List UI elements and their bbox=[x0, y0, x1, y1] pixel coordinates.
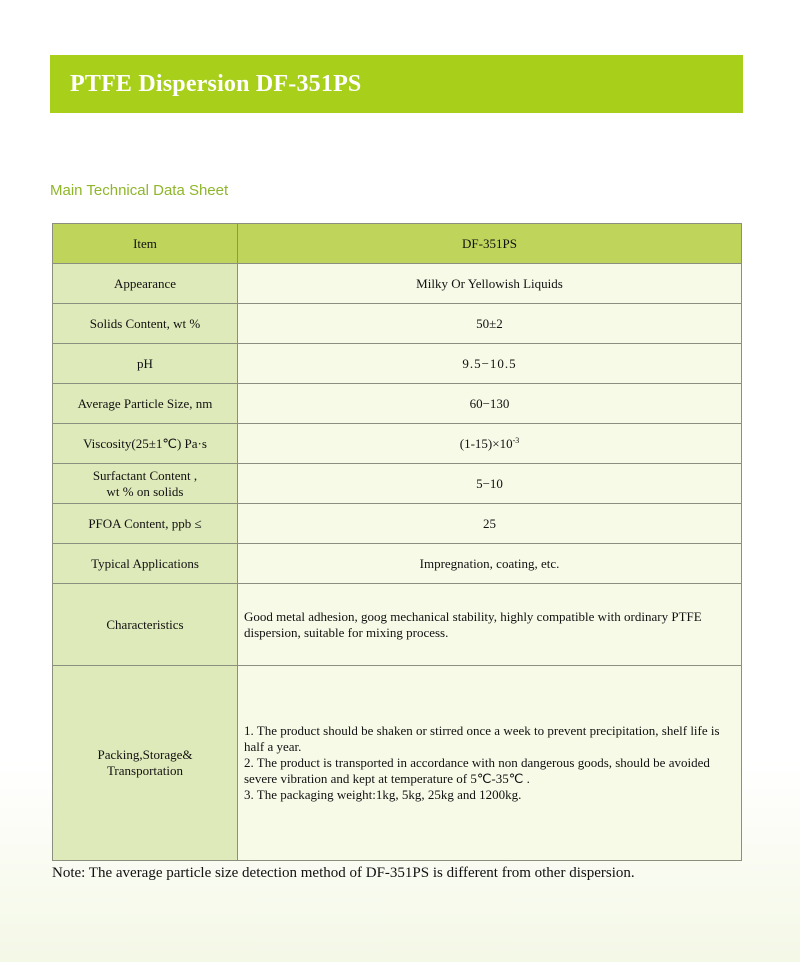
packing-line: 1. The product should be shaken or stirred once a week to prevent precipitation, shelf life is half a year. bbox=[244, 723, 720, 754]
table-row bbox=[53, 504, 742, 544]
row-label: Solids Content, wt % bbox=[53, 304, 238, 344]
row-value: Impregnation, coating, etc. bbox=[238, 544, 742, 584]
table-row bbox=[53, 464, 742, 504]
footnote: Note: The average particle size detection method of DF-351PS is different from other dispersion. bbox=[52, 865, 635, 881]
row-value bbox=[238, 666, 742, 861]
row-label bbox=[53, 666, 238, 861]
page-title: PTFE Dispersion DF-351PS bbox=[70, 70, 362, 97]
row-label: Typical Applications bbox=[53, 544, 238, 584]
table-row bbox=[53, 264, 742, 304]
row-label: Characteristics bbox=[53, 584, 238, 666]
row-value: 5−10 bbox=[238, 464, 742, 504]
header-item: Item bbox=[53, 224, 238, 264]
table-row bbox=[53, 424, 742, 464]
row-label bbox=[53, 464, 238, 504]
table-row bbox=[53, 344, 742, 384]
row-label-line: wt % on solids bbox=[106, 483, 184, 499]
row-label: Viscosity(25±1℃) Pa·s bbox=[53, 424, 238, 464]
row-label: PFOA Content, ppb ≤ bbox=[53, 504, 238, 544]
row-value: 60−130 bbox=[238, 384, 742, 424]
row-value: 50±2 bbox=[238, 304, 742, 344]
table-row bbox=[53, 666, 742, 861]
table-row bbox=[53, 544, 742, 584]
technical-data-table bbox=[52, 223, 742, 861]
packing-line: 2. The product is transported in accordance with non dangerous goods, should be avoided severe vibration and kept at temperature of 5℃-35℃ . bbox=[244, 755, 710, 786]
row-label-line: Packing,Storage& bbox=[97, 747, 193, 762]
viscosity-base: (1-15)×10 bbox=[459, 435, 513, 451]
row-label: pH bbox=[53, 344, 238, 384]
viscosity-exponent: -3 bbox=[512, 435, 520, 445]
table-row bbox=[53, 384, 742, 424]
title-banner bbox=[50, 55, 743, 113]
table-row bbox=[53, 304, 742, 344]
row-value: Milky Or Yellowish Liquids bbox=[238, 264, 742, 304]
row-value: 9.5−10.5 bbox=[238, 344, 742, 384]
row-label-line: Surfactant Content , bbox=[92, 467, 198, 483]
row-value: Good metal adhesion, goog mechanical stability, highly compatible with ordinary PTFE dispersion, suitable for mixing process. bbox=[238, 584, 742, 666]
header-product: DF-351PS bbox=[238, 224, 742, 264]
row-label-line: Transportation bbox=[106, 763, 184, 778]
section-subtitle: Main Technical Data Sheet bbox=[50, 182, 229, 199]
row-value: 25 bbox=[238, 504, 742, 544]
table-header-row bbox=[53, 224, 742, 264]
row-label: Average Particle Size, nm bbox=[53, 384, 238, 424]
row-value bbox=[238, 424, 742, 464]
packing-line: 3. The packaging weight:1kg, 5kg, 25kg and 1200kg. bbox=[244, 787, 522, 802]
table-row bbox=[53, 584, 742, 666]
row-label: Appearance bbox=[53, 264, 238, 304]
